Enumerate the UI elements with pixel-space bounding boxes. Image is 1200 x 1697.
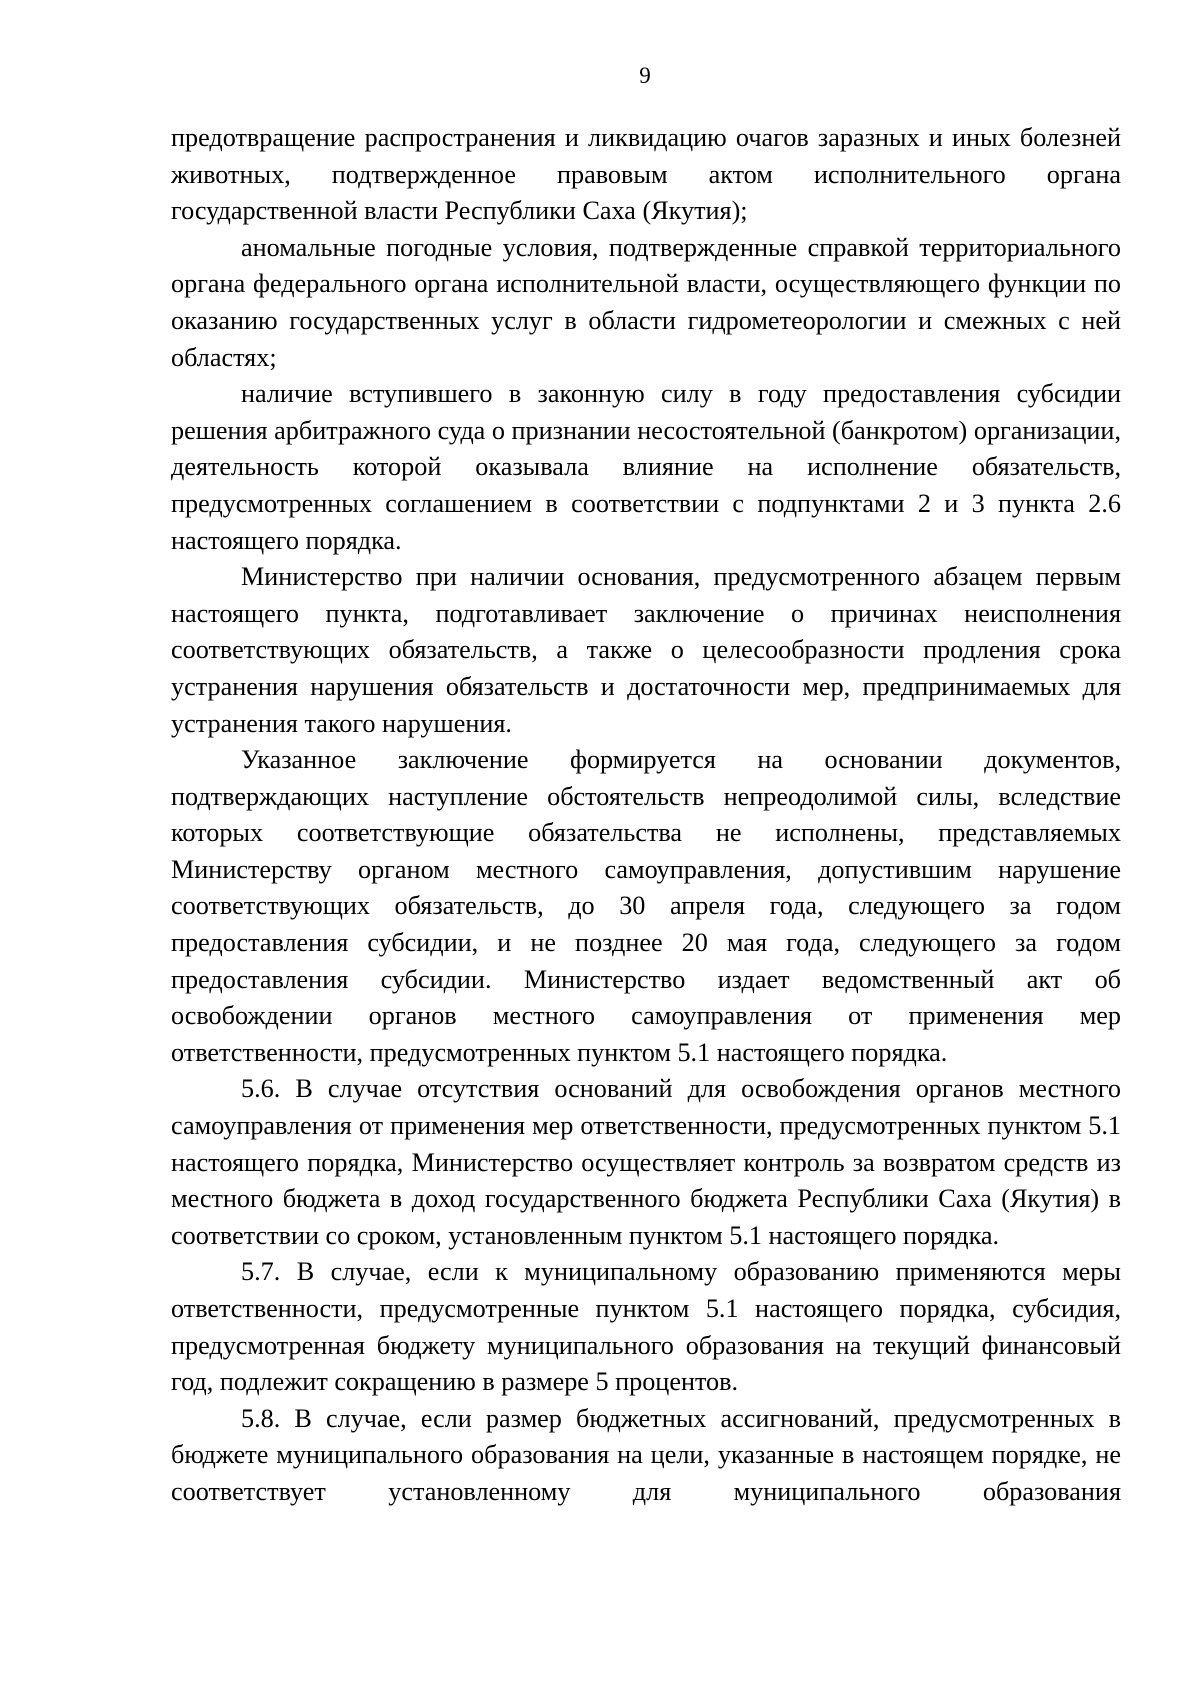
paragraph: Указанное заключение формируется на основании документов, подтверждающих наступление обстоятельств непреодолимой силы, вследствие которых соответствующие обязательства не исполнены, представляемых Министерству органом местного самоуправления, допустившим нарушение соответствующих обязательств, до 30 апреля года, следующего за годом предоставления субсидии, и не позднее 20 мая года, следующего за годом предоставления субсидии. Министерство издает ведомственный акт об освобождении органов местного самоуправления от применения мер ответственности, предусмотренных пунктом 5.1 настоящего порядка.: [171, 745, 1121, 1067]
paragraph-5-8: 5.8. В случае, если размер бюджетных ассигнований, предусмотренных в бюджете муниципального образования на цели, указанные в настоящем порядке, не соответствует установленному для муниципального образования: [171, 1403, 1121, 1506]
paragraph-5-6: 5.6. В случае отсутствия оснований для освобождения органов местного самоуправления от применения мер ответственности, предусмотренных пунктом 5.1 настоящего порядка, Министерство осуществляет контроль за возвратом средств из местного бюджета в доход государственного бюджета Республики Саха (Якутия) в соответствии со сроком, установленным пунктом 5.1 настоящего порядка.: [171, 1074, 1121, 1250]
paragraph-5-7: 5.7. В случае, если к муниципальному образованию применяются меры ответственности, предусмотренные пунктом 5.1 настоящего порядка, субсидия, предусмотренная бюджету муниципального образования на текущий финансовый год, подлежит сокращению в размере 5 процентов.: [171, 1257, 1121, 1397]
page-number: 9: [639, 63, 651, 88]
paragraph: Министерство при наличии основания, предусмотренного абзацем первым настоящего пункта, подготавливает заключение о причинах неисполнения соответствующих обязательств, а также о целесообразности продления срока устранения нарушения обязательств и достаточности мер, предпринимаемых для устранения такого нарушения.: [171, 562, 1121, 738]
paragraph-continuation: предотвращение распространения и ликвидацию очагов заразных и иных болезней животных, подтвержденное правовым актом исполнительного органа государственной власти Республики Саха (Якутия);: [171, 123, 1121, 226]
document-body: [171, 120, 1121, 1511]
paragraph: наличие вступившего в законную силу в году предоставления субсидии решения арбитражного суда о признании несостоятельной (банкротом) организации, деятельность которой оказывала влияние на исполнение обязательств, предусмотренных соглашением в соответствии с подпунктами 2 и 3 пункта 2.6 настоящего порядка.: [171, 379, 1121, 555]
paragraph: аномальные погодные условия, подтвержденные справкой территориального органа федерального органа исполнительной власти, осуществляющего функции по оказанию государственных услуг в области гидрометеорологии и смежных с ней областях;: [171, 232, 1121, 372]
